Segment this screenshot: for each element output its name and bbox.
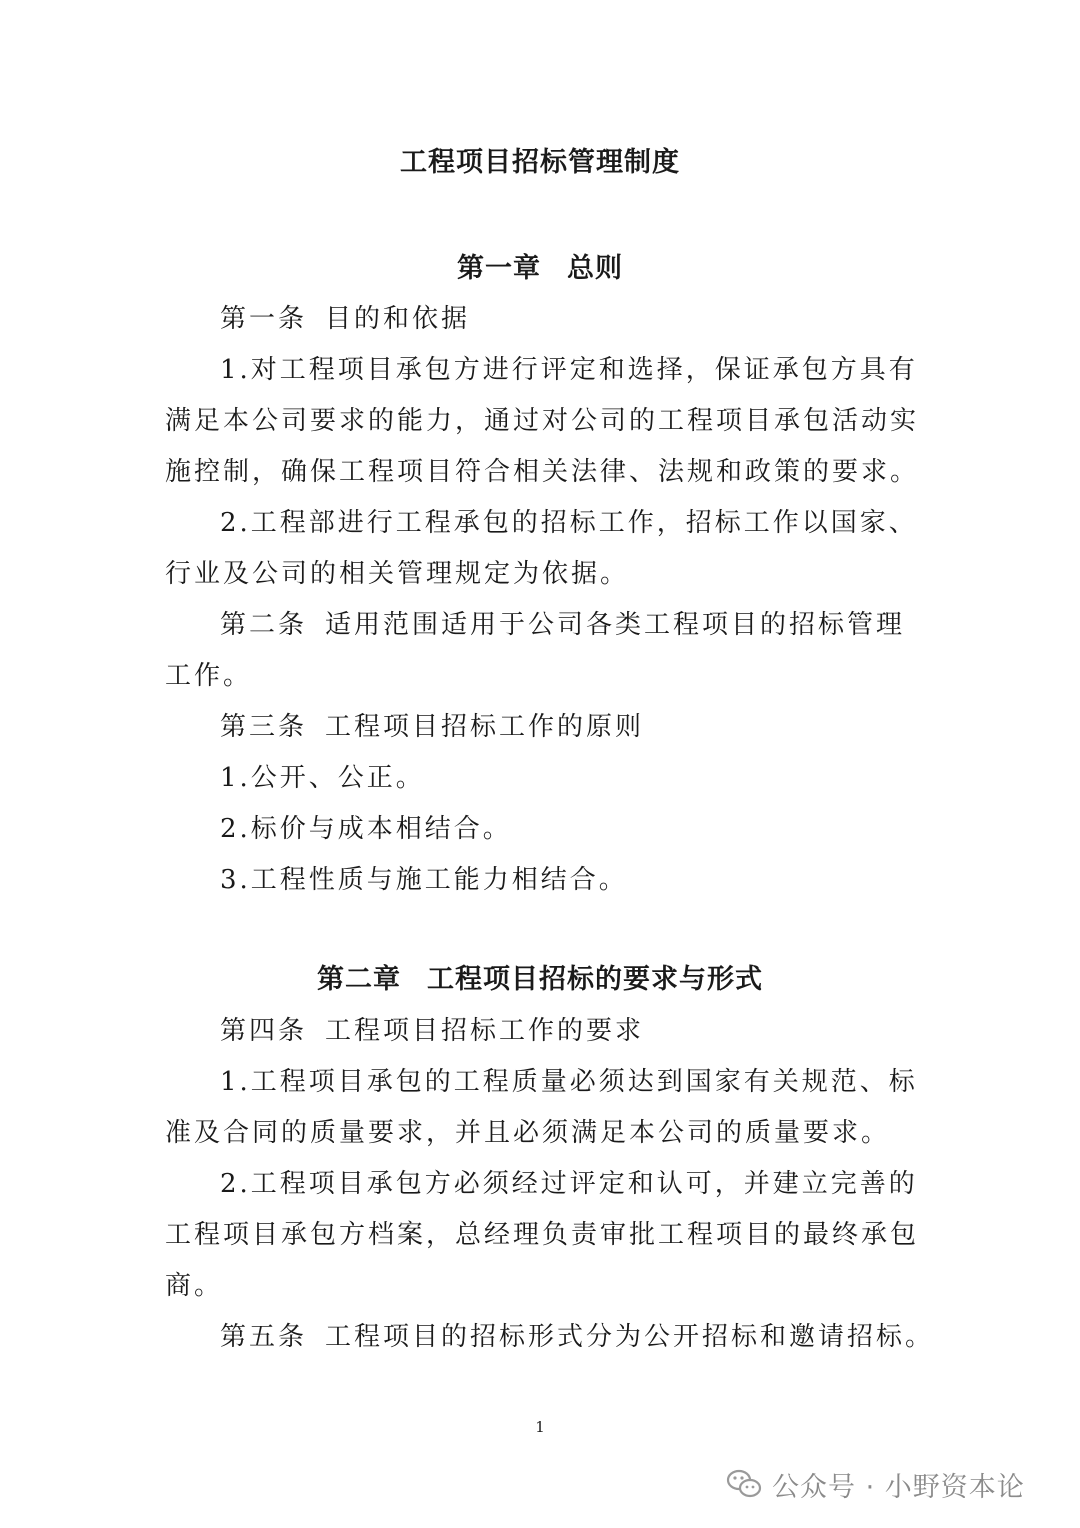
paragraph-line: 2.工程项目承包方必须经过评定和认可，并建立完善的: [220, 1169, 918, 1199]
paragraph-line: 1.工程项目承包的工程质量必须达到国家有关规范、标: [220, 1067, 918, 1097]
article-1-heading: [220, 298, 980, 335]
article-3-number: 第三条: [220, 712, 308, 742]
chapter-1-name: 总则: [567, 253, 623, 284]
article-3-heading: [220, 706, 980, 743]
chapter-2-number: 第二章: [317, 964, 401, 995]
article-2-line: [220, 604, 980, 641]
paragraph-line: 1.对工程项目承包方进行评定和选择，保证承包方具有: [220, 355, 918, 385]
paragraph-line: 工作。: [165, 661, 253, 691]
article-5-text: 工程项目的招标形式分为公开招标和邀请招标。: [325, 1322, 935, 1352]
article-2-number: 第二条: [220, 610, 308, 640]
chapter-1-heading: [0, 246, 1080, 285]
paragraph-line: 施控制，确保工程项目符合相关法律、法规和政策的要求。: [165, 457, 920, 487]
wechat-icon: [726, 1468, 762, 1500]
paragraph-line: 行业及公司的相关管理规定为依据。: [165, 559, 630, 589]
list-item: 3.工程性质与施工能力相结合。: [220, 865, 628, 895]
article-5-line: [220, 1316, 980, 1353]
article-4-heading: [220, 1010, 980, 1047]
article-2-text: 适用范围适用于公司各类工程项目的招标管理: [325, 610, 906, 640]
page-number: 1: [535, 1418, 545, 1436]
list-item: 2.标价与成本相结合。: [220, 814, 512, 844]
chapter-2-name: 工程项目招标的要求与形式: [427, 964, 763, 995]
paragraph-line: 商。: [165, 1271, 224, 1301]
watermark: [726, 1462, 1025, 1506]
article-5-number: 第五条: [220, 1322, 308, 1352]
article-4-title: 工程项目招标工作的要求: [325, 1016, 645, 1046]
chapter-2-heading: [0, 957, 1080, 996]
article-1-title: 目的和依据: [325, 304, 471, 334]
article-4-number: 第四条: [220, 1016, 308, 1046]
document-title: 工程项目招标管理制度: [400, 147, 680, 178]
paragraph-line: 2.工程部进行工程承包的招标工作，招标工作以国家、: [220, 508, 918, 538]
watermark-text: 公众号 · 小野资本论: [772, 1471, 1025, 1503]
paragraph-line: 满足本公司要求的能力，通过对公司的工程项目承包活动实: [165, 406, 920, 436]
article-3-title: 工程项目招标工作的原则: [325, 712, 645, 742]
list-item: 1.公开、公正。: [220, 763, 425, 793]
chapter-1-number: 第一章: [457, 253, 541, 284]
paragraph-line: 准及合同的质量要求，并且必须满足本公司的质量要求。: [165, 1118, 891, 1148]
paragraph-line: 工程项目承包方档案，总经理负责审批工程项目的最终承包: [165, 1220, 920, 1250]
article-1-number: 第一条: [220, 304, 308, 334]
